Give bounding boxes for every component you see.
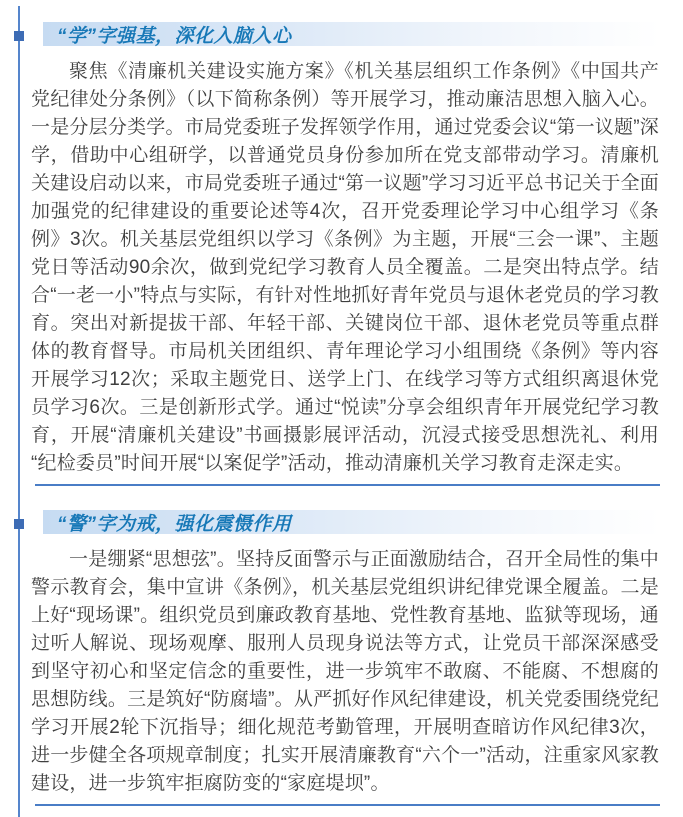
section-title-bar	[43, 22, 660, 46]
section-divider	[35, 484, 660, 486]
section-header	[43, 22, 660, 46]
section-header	[43, 510, 660, 534]
section-title: “警”字为戒，强化震慑作用	[57, 513, 292, 535]
section-marker-square-icon	[14, 31, 24, 41]
section-learn	[0, 22, 683, 486]
section-title: “学”字强基，深化入脑入心	[57, 25, 292, 47]
section-paragraph: 聚焦《清廉机关建设实施方案》《机关基层组织工作条例》《中国共产党纪律处分条例》（以下简称条例）等开展学习，推动廉洁思想入脑入心。一是分层分类学。市局党委班子发挥领学作用，通过党委会议“第一议题”深学，借助中心组研学，以普通党员身份参加所在党支部带动学习。清廉机关建设启动以来，市局党委班子通过“第一议题”学习习近平总书记关于全面加强党的纪律建设的重要论述等4次，召开党委理论学习中心组学习《条例》3次。机关基层党组织以学习《条例》为主题，开展“三会一课”、主题党日等活动90余次，做到党纪学习教育人员全覆盖。二是突出特点学。结合“一老一小”特点与实际，有针对性地抓好青年党员与退休老党员的学习教育。突出对新提拔干部、年轻干部、关键岗位干部、退休老党员等重点群体的教育督导。市局机关团组织、青年理论学习小组围绕《条例》等内容开展学习12次；采取主题党日、送学上门、在线学习等方式组织离退休党员学习6次。三是创新形式学。通过“悦读”分享会组织青年开展党纪学习教育，开展“清廉机关建设”书画摄影展评活动，沉浸式接受思想洗礼、利用“纪检委员”时间开展“以案促学”活动，推动清廉机关学习教育走深走实。	[31, 61, 659, 474]
section-warn	[0, 510, 683, 806]
section-paragraph: 一是绷紧“思想弦”。坚持反面警示与正面激励结合，召开全局性的集中警示教育会，集中宣讲《条例》，机关基层党组织讲纪律党课全履盖。二是上好“现场课”。组织党员到廉政教育基地、党性教育基地、监狱等现场，通过听人解说、现场观摩、服刑人员现身说法等方式，让党员干部深深感受到坚守初心和坚定信念的重要性，进一步筑牢不敢腐、不能腐、不想腐的思想防线。三是筑好“防腐墙”。从严抓好作风纪律建设，机关党委围绕党纪学习开展2轮下沉指导；细化规范考勤管理，开展明查暗访作风纪律3次，进一步健全各项规章制度；扎实开展清廉教育“六个一”活动，注重家风家教建设，进一步筑牢拒腐防变的“家庭堤坝”。	[31, 549, 659, 794]
section-marker-square-icon	[14, 519, 24, 529]
section-title-bar	[43, 510, 660, 534]
section-divider	[35, 804, 660, 806]
